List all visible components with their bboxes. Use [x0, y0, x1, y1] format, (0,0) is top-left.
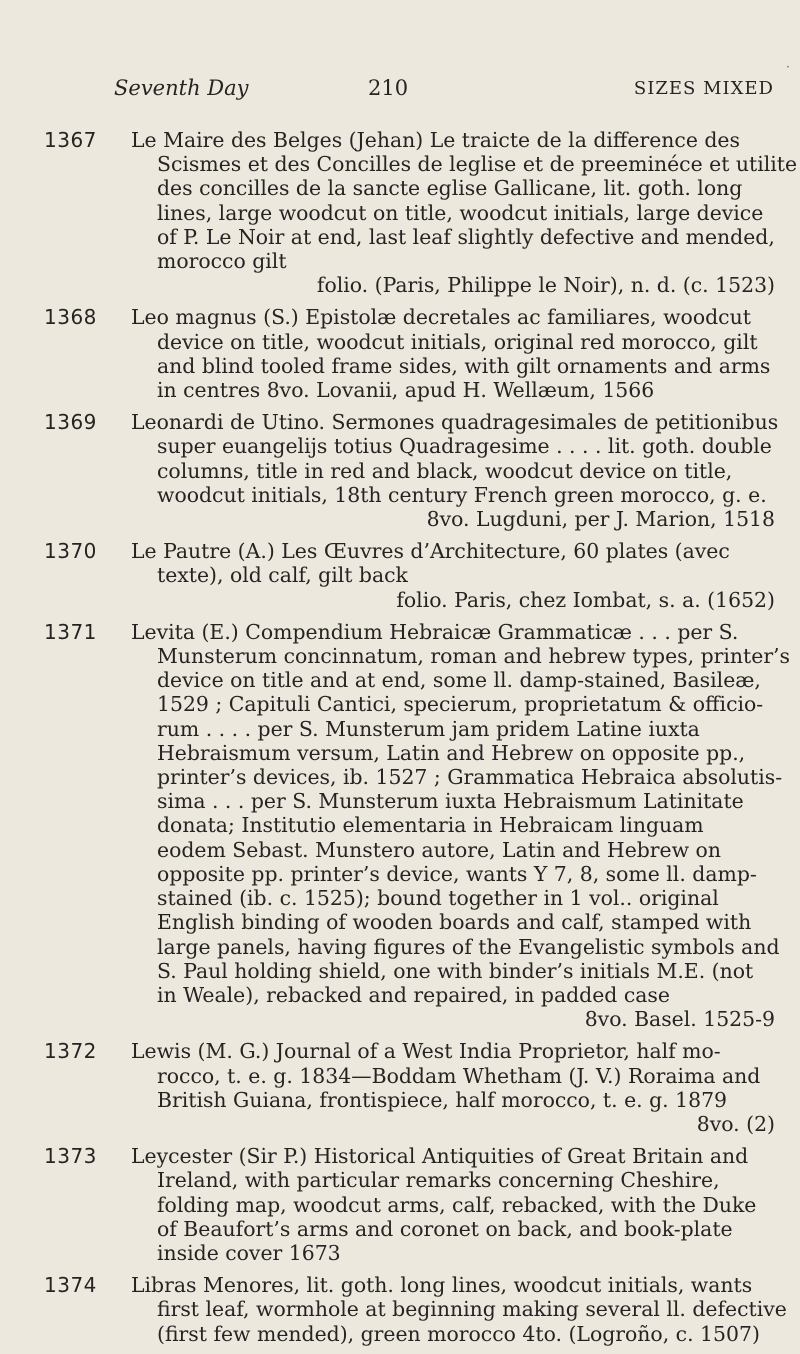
- entry-line: texte), old calf, gilt back: [157, 563, 408, 588]
- lot-number: 1370: [44, 539, 97, 564]
- entry-line: inside cover 1673: [157, 1240, 341, 1265]
- catalogue-entries: [0, 128, 800, 1354]
- page-header: [114, 76, 774, 110]
- entry-line: Ireland, with particular remarks concerning Cheshire,: [157, 1168, 720, 1193]
- entry-line: columns, title in red and black, woodcut device on title,: [157, 458, 733, 483]
- catalogue-entry: [0, 620, 800, 1031]
- entry-line: Libras Menores, lit. goth. long lines, woodcut initials, wants: [131, 1273, 753, 1298]
- entry-line: device on title and at end, some ll. damp-stained, Basileæ,: [157, 668, 761, 693]
- entry-line: Leycester (Sir P.) Historical Antiquities of Great Britain and: [131, 1144, 749, 1169]
- entry-description: [131, 1273, 787, 1346]
- catalogue-entry: [0, 410, 800, 531]
- running-head-section: SIZES MIXED: [633, 78, 774, 99]
- entry-line: folio. Paris, chez Iombat, s. a. (1652): [396, 587, 775, 612]
- entry-line: printer’s devices, ib. 1527 ; Grammatica Hebraica absolutis-: [157, 765, 783, 790]
- entry-line: 8vo. Basel. 1525-9: [584, 1007, 775, 1032]
- lot-number: 1368: [44, 305, 97, 330]
- entry-line: opposite pp. printer’s device, wants Y 7, 8, some ll. damp-: [157, 861, 757, 886]
- entry-line: Le Maire des Belges (Jehan) Le traicte de la difference des: [131, 128, 740, 152]
- entry-line: (first few mended), green morocco 4to. (Logroño, c. 1507): [157, 1321, 760, 1346]
- entry-line: 8vo. Lugduni, per J. Marion, 1518: [426, 507, 775, 532]
- entry-line: Leonardi de Utino. Sermones quadragesimales de petitionibus: [131, 410, 779, 435]
- entry-line: English binding of wooden boards and calf, stamped with: [157, 910, 752, 935]
- lot-number: 1372: [44, 1039, 97, 1064]
- catalogue-entry: [0, 1273, 800, 1346]
- entry-line: first leaf, wormhole at beginning making several ll. defective: [157, 1297, 787, 1322]
- entry-description: [131, 619, 791, 1032]
- entry-line: des concilles de la sancte eglise Gallicane, lit. goth. long: [157, 176, 743, 201]
- entry-description: [131, 1039, 775, 1136]
- entry-line: British Guiana, frontispiece, half morocco, t. e. g. 1879: [157, 1087, 728, 1112]
- entry-line: Hebraismum versum, Latin and Hebrew on opposite pp.,: [157, 740, 746, 765]
- entry-line: sima . . . per S. Munsterum iuxta Hebraismum Latinitate: [157, 789, 744, 814]
- entry-description: [131, 410, 779, 532]
- catalogue-entry: [0, 1144, 800, 1265]
- entry-line: woodcut initials, 18th century French green morocco, g. e.: [157, 482, 767, 507]
- entry-line: super euangelijs totius Quadragesime . . . . lit. goth. double: [157, 434, 772, 459]
- entry-line: 8vo. (2): [696, 1111, 775, 1136]
- entry-line: Leo magnus (S.) Epistolæ decretales ac familiares, woodcut: [131, 305, 751, 330]
- paper-speck: ·: [786, 60, 790, 74]
- entry-line: stained (ib. c. 1525); bound together in 1 vol.. original: [157, 886, 719, 911]
- entry-line: 1529 ; Capituli Cantici, specierum, proprietatum & officio-: [157, 692, 764, 717]
- entry-line: of P. Le Noir at end, last leaf slightly defective and mended,: [157, 224, 775, 249]
- entry-description: [131, 1144, 775, 1265]
- lot-number: 1373: [44, 1144, 97, 1169]
- lot-number: 1374: [44, 1273, 97, 1298]
- entry-line: S. Paul holding shield, one with binder’s initials M.E. (not: [157, 958, 754, 983]
- entry-description: [131, 539, 775, 612]
- entry-line: of Beaufort’s arms and coronet on back, and book-plate: [157, 1216, 733, 1241]
- entry-line: and blind tooled frame sides, with gilt ornaments and arms: [157, 353, 771, 378]
- lot-number: 1367: [44, 128, 97, 152]
- entry-line: Scismes et des Concilles de leglise et de preeminéce et utilite: [157, 152, 798, 177]
- catalogue-entry: [0, 539, 800, 612]
- page-number: 210: [368, 76, 409, 100]
- entry-line: eodem Sebast. Munstero autore, Latin and Hebrew on: [157, 837, 721, 862]
- entry-line: donata; Institutio elementaria in Hebraicam linguam: [157, 813, 704, 838]
- entry-line: folding map, woodcut arms, calf, rebacked, with the Duke: [157, 1192, 757, 1217]
- entry-line: large panels, having figures of the Evangelistic symbols and: [157, 934, 780, 959]
- entry-line: Munsterum concinnatum, roman and hebrew types, printer’s: [157, 644, 791, 669]
- entry-description: [131, 305, 775, 402]
- entry-description: [131, 128, 798, 298]
- entry-line: rum . . . . per S. Munsterum jam pridem Latine iuxta: [157, 716, 700, 741]
- running-head-day: Seventh Day: [114, 76, 249, 100]
- catalogue-entry: [0, 128, 800, 297]
- entry-line: Le Pautre (A.) Les Œuvres d’Architecture, 60 plates (avec: [131, 539, 730, 564]
- entry-line: Lewis (M. G.) Journal of a West India Proprietor, half mo-: [131, 1039, 721, 1064]
- lot-number: 1371: [44, 619, 97, 644]
- entry-line: folio. (Paris, Philippe le Noir), n. d. (c. 1523): [316, 273, 775, 298]
- entry-line: lines, large woodcut on title, woodcut initials, large device: [157, 200, 764, 225]
- catalogue-entry: [0, 1039, 800, 1136]
- entry-line: device on title, woodcut initials, original red morocco, gilt: [157, 329, 758, 354]
- entry-line: rocco, t. e. g. 1834—Boddam Whetham (J. V.) Roraima and: [157, 1063, 761, 1088]
- catalogue-entry: [0, 305, 800, 402]
- entry-line: morocco gilt: [157, 249, 287, 274]
- entry-line: in centres 8vo. Lovanii, apud H. Wellæum, 1566: [157, 378, 655, 403]
- lot-number: 1369: [44, 410, 97, 435]
- entry-line: in Weale), rebacked and repaired, in padded case: [157, 982, 670, 1007]
- entry-line: Levita (E.) Compendium Hebraicæ Grammaticæ . . . per S.: [131, 619, 739, 644]
